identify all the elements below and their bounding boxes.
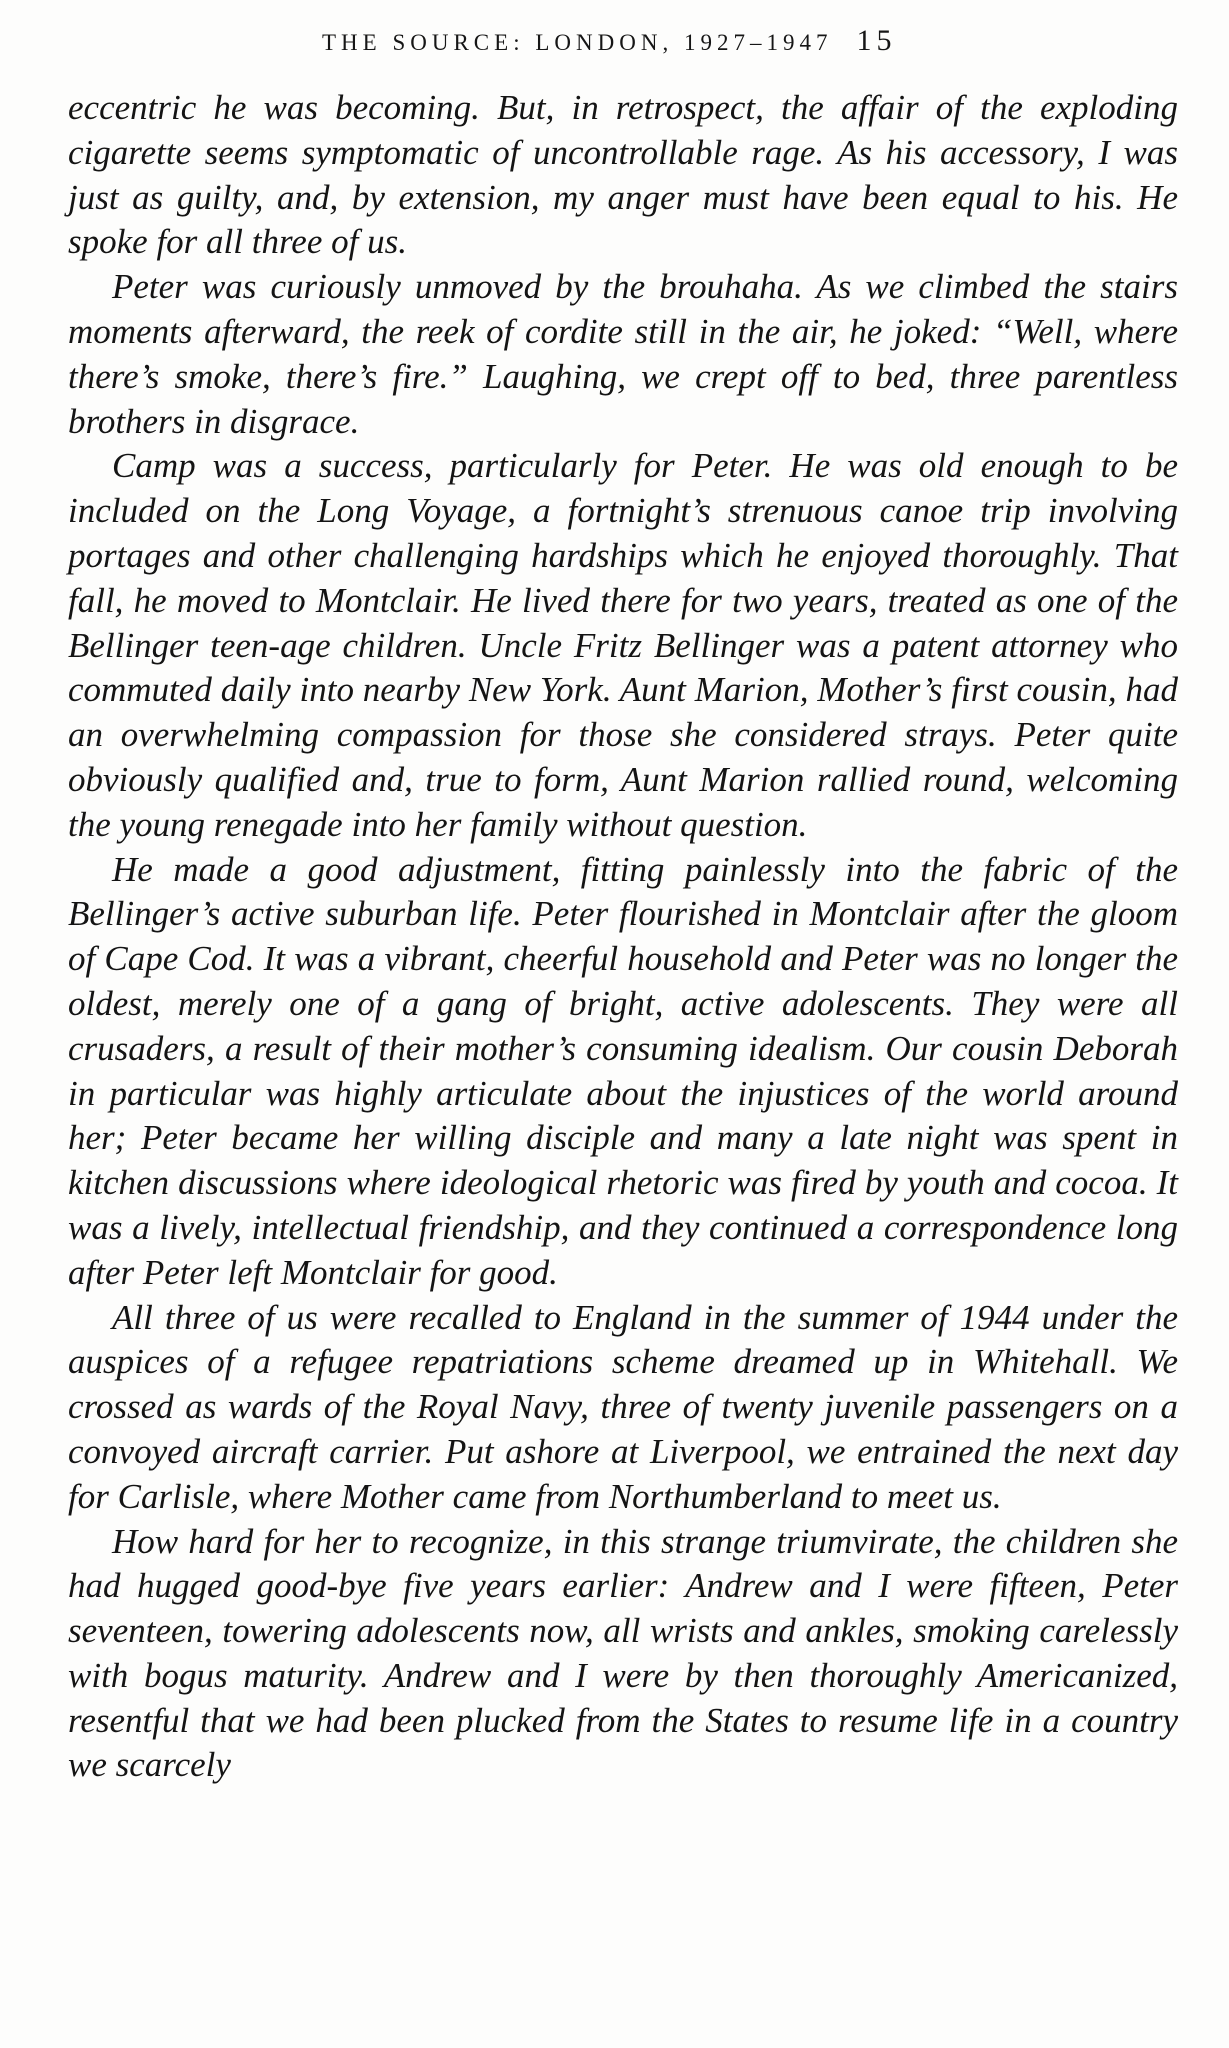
running-head-title: THE SOURCE: LONDON, 1927–1947 <box>322 30 833 55</box>
paragraph-continued: eccentric he was becoming. But, in retrospect, the affair of the exploding cigarette seems symptomatic of uncontrollable rage. As his accessory, I was just as guilty, and, by extension, my anger must have been equal to his. He spoke for all three of us. <box>68 88 1178 262</box>
page-number: 15 <box>856 24 897 57</box>
body-text <box>68 86 1178 1788</box>
paragraph: Peter was curiously unmoved by the brouhaha. As we climbed the stairs moments afterward, the reek of cordite still in the air, he joked: “Well, where there’s smoke, there’s fire.” Laughing, we crept off to bed, three parentless brothers in disgrace. <box>68 267 1178 441</box>
paragraph: All three of us were recalled to England in the summer of 1944 under the auspices of a refugee repatriations scheme dreamed up in Whitehall. We crossed as wards of the Royal Navy, three of twenty juvenile passengers on a convoyed aircraft carrier. Put ashore at Liverpool, we entrained the next day for Carlisle, where Mother came from Northumberland to meet us. <box>68 1297 1178 1516</box>
paragraph: How hard for her to recognize, in this strange triumvirate, the children she had hugged good-bye five years earlier: Andrew and I were fifteen, Peter seventeen, towering adolescents now, all wrists and ankles, smoking carelessly with bogus maturity. Andrew and I were by then thoroughly Americanized, resentful that we had been plucked from the States to resume life in a country we scarcely <box>68 1521 1178 1785</box>
paragraph: Camp was a success, particularly for Peter. He was old enough to be included on the Long Voyage, a fortnight’s strenuous canoe trip involving portages and other challenging hardships which he enjoyed thoroughly. That fall, he moved to Montclair. He lived there for two years, treated as one of the Bellinger teen-age children. Uncle Fritz Bellinger was a patent attorney who commuted daily into nearby New York. Aunt Marion, Mother’s first cousin, had an overwhelming compassion for those she considered strays. Peter quite obviously qualified and, true to form, Aunt Marion rallied round, welcoming the young renegade into her family without question. <box>68 446 1178 844</box>
running-head <box>322 24 1102 72</box>
paragraph: He made a good adjustment, fitting painlessly into the fabric of the Bellinger’s active suburban life. Peter flourished in Montclair after the gloom of Cape Cod. It was a vibrant, cheerful household and Peter was no longer the oldest, merely one of a gang of bright, active adolescents. They were all crusaders, a result of their mother’s consuming idealism. Our cousin Deborah in particular was highly articulate about the injustices of the world around her; Peter became her willing disciple and many a late night was spent in kitchen discussions where ideological rhetoric was fired by youth and cocoa. It was a lively, intellectual friendship, and they continued a correspondence long after Peter left Montclair for good. <box>68 849 1178 1292</box>
